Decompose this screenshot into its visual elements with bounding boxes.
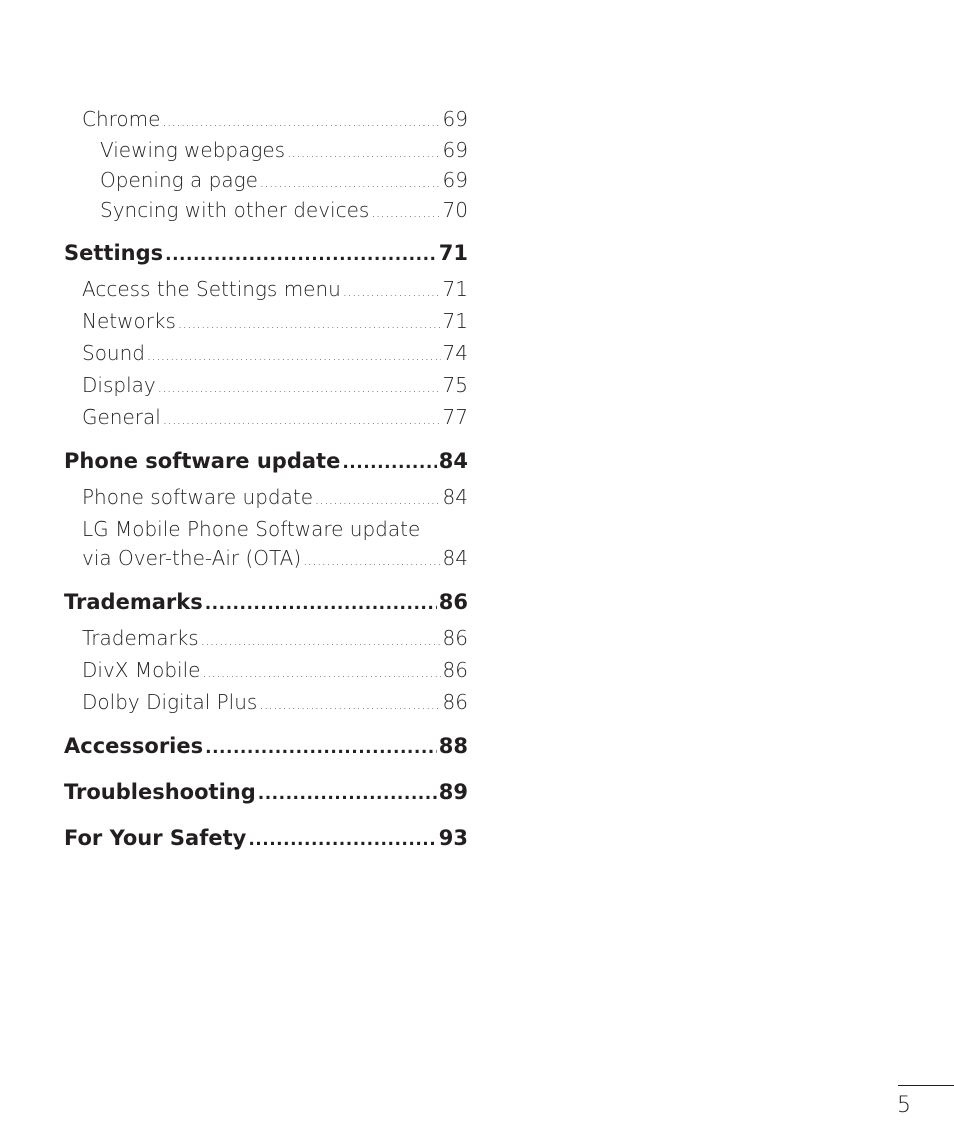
dot-leader (158, 374, 441, 403)
dot-leader (165, 241, 437, 269)
toc-entry-label: Display (82, 373, 156, 397)
toc-entry-label: Phone software update (82, 485, 314, 509)
toc-entry-label: Access the Settings menu (82, 277, 341, 301)
toc-section-page: 93 (438, 826, 468, 850)
dot-leader (162, 108, 440, 137)
toc-entry-label: Opening a page (100, 168, 258, 192)
toc-entry-lg-ota-line2[interactable] (64, 544, 468, 576)
toc-section-page: 86 (438, 590, 468, 614)
dot-leader (205, 590, 437, 618)
toc-section-label: Trademarks (64, 590, 203, 614)
toc-section-label: Phone software update (64, 449, 341, 473)
toc-entry-chrome[interactable] (64, 105, 468, 137)
dot-leader (147, 342, 441, 371)
toc-entry-page: 69 (442, 138, 468, 162)
toc-section-label: Settings (64, 241, 164, 265)
toc-entry-viewing-webpages[interactable] (64, 137, 468, 167)
dot-leader (342, 449, 436, 477)
toc-entry-dolby-digital-plus[interactable] (64, 688, 468, 720)
dot-leader (202, 659, 440, 688)
toc-entry-page: 77 (442, 405, 468, 429)
toc-entry-page: 71 (442, 277, 468, 301)
toc-entry-page: 84 (442, 546, 468, 570)
toc-entry-label: DivX Mobile (82, 658, 201, 682)
toc-section-label: For Your Safety (64, 826, 247, 850)
toc-entry-phone-software-update[interactable] (64, 483, 468, 515)
toc-section-page: 88 (438, 734, 468, 758)
toc-section-page: 71 (438, 241, 468, 265)
toc-entry-access-settings[interactable] (64, 275, 468, 307)
dot-leader (178, 310, 441, 339)
toc-section-label: Troubleshooting (64, 780, 256, 804)
toc-entry-networks[interactable] (64, 307, 468, 339)
toc-section-for-your-safety[interactable] (64, 824, 468, 854)
toc-section-page: 89 (438, 780, 468, 804)
dot-leader (303, 547, 440, 576)
toc-entry-page: 69 (442, 107, 468, 131)
toc-entry-label: Viewing webpages (100, 138, 286, 162)
toc-entry-page: 86 (442, 690, 468, 714)
toc-entry-page: 71 (442, 309, 468, 333)
dot-leader (260, 170, 441, 197)
dot-leader (315, 486, 441, 515)
dot-leader (343, 278, 441, 307)
toc-entry-trademarks[interactable] (64, 624, 468, 656)
toc-entry-sound[interactable] (64, 339, 468, 371)
dot-leader (163, 406, 441, 435)
toc-section-phone-software-update[interactable] (64, 447, 468, 477)
toc-entry-label: Sound (82, 341, 145, 365)
toc-entry-label: General (82, 405, 161, 429)
toc-entry-page: 75 (442, 373, 468, 397)
toc-entry-label: Trademarks (82, 626, 199, 650)
dot-leader (201, 627, 441, 656)
toc-entry-label: Chrome (82, 107, 161, 131)
dot-leader (248, 826, 436, 854)
toc-entry-page: 86 (442, 658, 468, 682)
toc-entry-page: 86 (442, 626, 468, 650)
toc-section-label: Accessories (64, 734, 204, 758)
toc-entry-page: 69 (442, 168, 468, 192)
toc-entry-label: Dolby Digital Plus (82, 690, 258, 714)
table-of-contents (64, 105, 468, 860)
page-number: 5 (897, 1093, 911, 1118)
toc-entry-label: via Over-the-Air (OTA) (82, 546, 302, 570)
toc-section-page: 84 (438, 449, 468, 473)
toc-entry-opening-a-page[interactable] (64, 167, 468, 197)
toc-section-troubleshooting[interactable] (64, 778, 468, 808)
toc-entry-divx-mobile[interactable] (64, 656, 468, 688)
dot-leader (258, 780, 437, 808)
dot-leader (259, 691, 440, 720)
toc-entry-display[interactable] (64, 371, 468, 403)
toc-entry-page: 70 (442, 198, 468, 222)
toc-entry-label: Networks (82, 309, 176, 333)
dot-leader (205, 734, 437, 762)
toc-entry-lg-ota-line1[interactable]: LG Mobile Phone Software update (82, 517, 421, 541)
toc-section-accessories[interactable] (64, 732, 468, 762)
toc-section-trademarks[interactable] (64, 588, 468, 618)
toc-entry-page: 74 (442, 341, 468, 365)
toc-entry-syncing[interactable] (64, 197, 468, 227)
page-number-rule (898, 1085, 954, 1086)
dot-leader (371, 200, 440, 227)
toc-entry-label: Syncing with other devices (100, 198, 370, 222)
toc-entry-page: 84 (442, 485, 468, 509)
toc-section-settings[interactable] (64, 239, 468, 269)
toc-entry-general[interactable] (64, 403, 468, 435)
dot-leader (287, 140, 440, 167)
